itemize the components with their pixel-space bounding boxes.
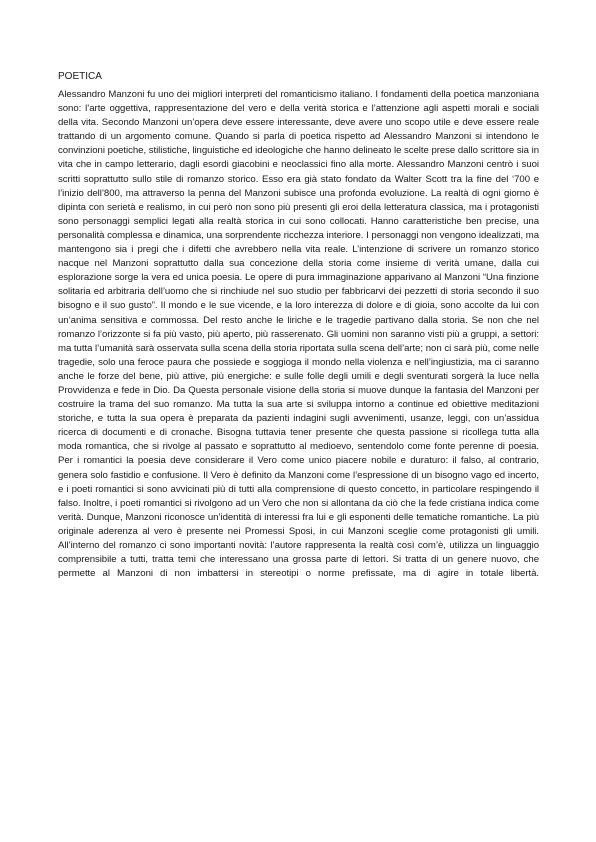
document-title: POETICA xyxy=(58,71,102,82)
document-page xyxy=(58,70,539,581)
body-paragraph: Alessandro Manzoni fu uno dei migliori interpreti del romanticismo italiano. I fondamenti della poetica manzoniana sono: l’arte oggettiva, rappresentazione del vero e della verità storica e l’attenzione agli aspetti morali e sociali della vita. Secondo Manzoni un’opera deve essere interessante, deve avere uno scopo utile e deve essere reale trattando di un argomento comune. Quando si parla di poetica rispetto ad Alessandro Manzoni si intendono le convinzioni poetiche, stilistiche, linguistiche ed ideologiche che hanno delineato le scelte prese dallo scrittore sia in vita che in campo letterario, dagli esordi giacobini e neoclassici fino alla morte. Alessandro Manzoni centrò i suoi scritti soprattutto sullo stile di romanzo storico. Esso era già stato fondato da Walter Scott tra la fine del ‘700 e l’inizio dell’800, ma attraverso la penna del Manzoni subisce una profonda evoluzione. La realtà di ogni giorno è dipinta con serietà e realismo, in cui però non sono più presenti gli eroi della letteratura classica, ma i protagonisti sono personaggi semplici legati alla realtà storica in cui sono collocati. Hanno caratteristiche ben precise, una personalità complessa e dinamica, una sorprendente ricchezza interiore. I personaggi non vengono idealizzati, ma mantengono sia i pregi che i difetti che avrebbero nella vita reale. L’intenzione di scrivere un romanzo storico nacque nel Manzoni soprattutto dalla sua concezione della storia come insieme di verità umane, dalla cui esplorazione sorge la vera ed unica poesia. Le opere di pura immaginazione apparivano al Manzoni “Una finzione solitaria ed arbitraria dell’uomo che si rinchiude nel suo studio per fabbricarvi dei pezzetti di storia secondo il suo bisogno e il suo gusto”. Il mondo e le sue vicende, e la loro interezza di dolore e di gioia, sono accolte da lui con un’anima sensitiva e commossa. Del resto anche le liriche e le tragedie partivano dalla storia. Se non che nel romanzo l’orizzonte si fa più vasto, più aperto, più rasserenato. Gli uomini non saranno visti più a gruppi, a settori: ma tutta l’umanità sarà osservata sulla scena della storia riportata sulla scena dell’arte; non ci sarà più, come nelle tragedie, solo una feroce paura che possiede e soggioga il mondo nella violenza e nell’ingiustizia, ma ci saranno anche le forze del bene, più attive, più energiche: e sulle folle degli umili e degli sventurati sorgerà la luce nella Provvidenza e fede in Dio. Da Questa personale visione della storia si muove dunque la fantasia del Manzoni per costruire la trama del suo romanzo. Ma tutta la sua arte si sviluppa intorno a continue ed obiettive meditazioni storiche, e tutta la sua opera è preparata da pazienti indagini sugli avvenimenti, usanze, leggi, con un’assidua ricerca di documenti e di cronache. Bisogna tuttavia tener presente che questa passione si ricollega tutta alla moda romantica, che si rivolge al passato e soprattutto al medioevo, sentendolo come fonte perenne di poesia. Per i romantici la poesia deve considerare il Vero come unico piacere nobile e duraturo: il falso, al contrario, genera solo fastidio e confusione. Il Vero è definito da Manzoni come l’espressione di un bisogno vago ed incerto, e i poeti romantici si sono avvicinati più di tutti alla comprensione di questo concetto, in particolare respingendo il falso. Inoltre, i poeti romantici si rivolgono ad un Vero che non si allontana da ciò che la fede cristiana indica come verità. Dunque, Manzoni riconosce un’identità di interessi fra lui e gli esponenti delle tematiche romantiche. La più originale aderenza al vero è presente nei Promessi Sposi, in cui Manzoni sceglie come protagonisti gli umili. All’interno del romanzo ci sono importanti novità: l’autore rappresenta la realtà così com’è, utilizza un linguaggio comprensibile a tutti, tratta temi che interessano una grossa parte di lettori. Si tratta di un genere nuovo, che permette al Manzoni di non imbattersi in stereotipi o norme prefissate, ma di agire in totale libertà. xyxy=(58,89,539,580)
